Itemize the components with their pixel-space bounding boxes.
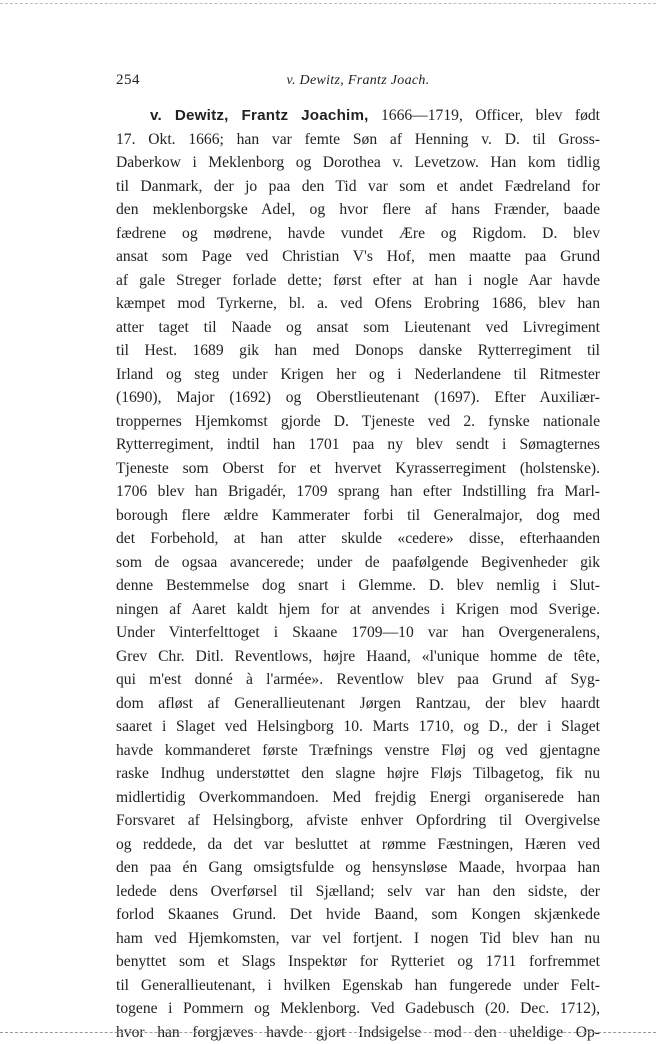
text-line: til Hest. 1689 gik han med Donops danske Rytterregiment til	[116, 339, 600, 363]
page-number: 254	[116, 72, 140, 89]
entry-body	[116, 104, 600, 1044]
text-line: fædrene og mødrene, havde vundet Ære og Rigdom. D. blev	[116, 222, 600, 246]
text-line: forlod Skaanes Grund. Det hvide Baand, som Kongen skjænkede	[116, 903, 600, 927]
text-line: Grev Chr. Ditl. Reventlows, højre Haand, «l'unique homme de tête,	[116, 645, 600, 669]
text-line: af gale Streger forlade dette; først efter at han i nogle Aar havde	[116, 269, 600, 293]
text-line: Under Vinterfelttoget i Skaane 1709—10 var han Overgeneralens,	[116, 621, 600, 645]
text-line: 17. Okt. 1666; han var femte Søn af Henning v. D. til Gross-	[116, 128, 600, 152]
text-line: dom afløst af Generallieutenant Jørgen Rantzau, der blev haardt	[116, 692, 600, 716]
text-line: det Forbehold, at han atter skulde «cedere» disse, efterhaanden	[116, 527, 600, 551]
text-line: den meklenborgske Adel, og hvor flere af hans Frænder, baade	[116, 198, 600, 222]
text-line-1	[116, 104, 600, 128]
text-line: denne Bestemmelse dog snart i Glemme. D. blev nemlig i Slut-	[116, 574, 600, 598]
text-line: midlertidig Overkommandoen. Med frejdig Energi organiserede han	[116, 786, 600, 810]
text-line-last: hvor han forgjæves havde gjort Indsigelse mod den uheldige Op-	[116, 1021, 600, 1044]
text-line: ham ved Hjemkomsten, var vel fortjent. I nogen Tid blev han nu	[116, 927, 600, 951]
text-line: til Danmark, der jo paa den Tid var som et andet Fædreland for	[116, 175, 600, 199]
text-line: Daberkow i Meklenborg og Dorothea v. Levetzow. Han kom tidlig	[116, 151, 600, 175]
text-line: troppernes Hjemkomst gjorde D. Tjeneste ved 2. fynske nationale	[116, 410, 600, 434]
text-line: Rytterregiment, indtil han 1701 paa ny blev sendt i Sømagternes	[116, 433, 600, 457]
text-line-1-rest: 1666—1719, Officer, blev født	[369, 107, 600, 124]
top-edge-rule	[0, 3, 656, 4]
text-line: togene i Pommern og Meklenborg. Ved Gadebusch (20. Dec. 1712),	[116, 997, 600, 1021]
text-line: og reddede, da det var besluttet at rømme Fæstningen, Hæren ved	[116, 833, 600, 857]
text-line: borough flere ældre Kammerater forbi til Generalmajor, dog med	[116, 504, 600, 528]
text-line: den paa én Gang omsigtsfulde og hensynsløse Maade, hvorpaa han	[116, 856, 600, 880]
text-line: benyttet som et Slags Inspektør for Rytteriet og 1711 forfremmet	[116, 950, 600, 974]
text-line: raske Indhug understøttet den slagne højre Fløjs Tilbagetog, fik nu	[116, 762, 600, 786]
text-line: atter taget til Naade og ansat som Lieutenant ved Livregiment	[116, 316, 600, 340]
text-line: saaret i Slaget ved Helsingborg 10. Marts 1710, og D., der i Slaget	[116, 715, 600, 739]
text-line: (1690), Major (1692) og Oberstlieutenant (1697). Efter Auxiliær-	[116, 386, 600, 410]
text-line: som de ogsaa avancerede; under de paafølgende Begivenheder gik	[116, 551, 600, 575]
text-line: kæmpet mod Tyrkerne, bl. a. ved Ofens Erobring 1686, blev han	[116, 292, 600, 316]
text-line: Irland og steg under Krigen her og i Nederlandene til Ritmester	[116, 363, 600, 387]
text-line: Tjeneste som Oberst for et hvervet Kyrasserregiment (holstenske).	[116, 457, 600, 481]
running-head: v. Dewitz, Frantz Joach.	[116, 73, 600, 89]
text-line: ningen af Aaret kaldt hjem for at anvendes i Krigen mod Sverige.	[116, 598, 600, 622]
entry-headword: v. Dewitz, Frantz Joachim,	[150, 107, 369, 124]
text-line: 1706 blev han Brigadér, 1709 sprang han efter Indstilling fra Marl-	[116, 480, 600, 504]
text-line: qui m'est donné à l'armée». Reventlow blev paa Grund af Syg-	[116, 668, 600, 692]
text-line: Forsvaret af Helsingborg, afviste enhver Opfordring til Overgivelse	[116, 809, 600, 833]
page-header	[116, 72, 600, 96]
text-line: ansat som Page ved Christian V's Hof, men maatte paa Grund	[116, 245, 600, 269]
text-line: havde kommanderet første Træfnings venstre Fløj og ved gjentagne	[116, 739, 600, 763]
text-line: ledede dens Overførsel til Sjælland; selv var han den sidste, der	[116, 880, 600, 904]
bottom-edge-rule	[0, 1032, 656, 1033]
text-line: til Generallieutenant, i hvilken Egenskab han fungerede under Felt-	[116, 974, 600, 998]
